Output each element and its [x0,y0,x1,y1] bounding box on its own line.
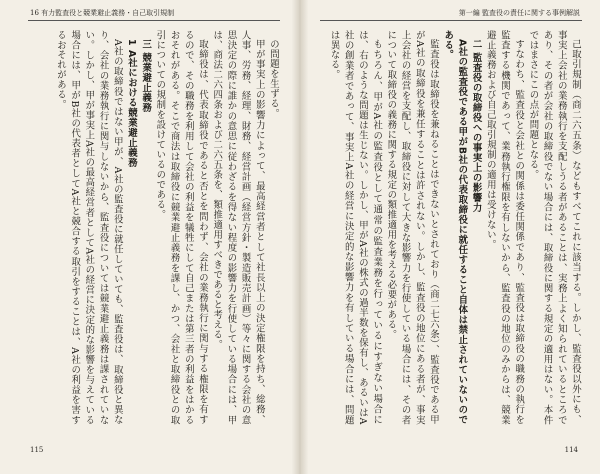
header-rule-right [320,20,582,21]
section-heading-right: 二 監査役の取締役への事実上の影響力 [470,39,482,214]
page-number-right: 114 [564,446,578,454]
section-heading-left: 三 競業避止義務 [140,39,152,114]
right-page [308,0,600,474]
sub-heading-left: 1 A社における競業避止義務 [125,39,137,169]
left-page [0,0,292,474]
left-paragraph: 甲が事実上の影響力によって、最高経営者として社長以上の決定権限を持ち、総務、人事、労務、経理、財務、経営計画（経営方針・製造販売計画）等々に関する会社の意思決定の際に誰かの意思に従わざるを得ない程度の影響力を行使している場合には、甲は、商法二六四条および二六五条を、類推適用すべきであると考える。 [211,30,265,425]
left-paragraph: A社の取締役ではない甲が、A社の監査役に就任していても、監査役は、取締役と異なり、会社の業務執行に関与しないから、監査役については競業避止義務は課されていない。しかし、甲が事実上A社の最高経営者としてA社の経営に決定的な影響を与えている場合には、甲がB社の代表者としてA社と競合する取引をすることは、A社の利益を害するおそれがある。 [54,30,123,425]
book-gutter [292,0,308,474]
right-paragraph: 監査役は取締役を兼ねることはできないとされており（商二七六条）、監査役である甲がA社の取締役を兼任することは許されない。しかし、監査役の地位にある者が、事実上会社の経営を支配し、取締役に対して大きな影響力を行使している場合には、その者について取締役の義務に関する規定の類推適用を考える必要がある。 [385,30,439,425]
right-paragraph: すなわち、監査役と会社との関係は委任関係であり、監査役は取締役の職務の執行を監査する機関であって、業務執行権限を有しないから、監査役の地位のみからは、競業避止義務および自己取引規制の適用は受けない。 [484,30,525,425]
left-paragraph: の問題を生ずる。 [268,39,279,120]
header-rule-left [28,20,280,21]
right-paragraph: 己取引規制（商二六五条）などもすべてこれに該当する。しかし、監査役以外にも、事実上会社の業務執行を支配しうる者があることは、実務上よく知られているところであり、その者が会社の取締役でない場合には、取締役に関する規定の適用はない。本件ではまさにこの点が問題となる。 [527,30,581,425]
running-head-left: 16 有力監査役と競業避止義務・自己取引規制 [30,9,175,17]
page-number-left: 115 [30,446,44,454]
right-page-body [320,30,582,425]
running-head-right: 第一編 監査役の責任に関する事例解説 [458,9,580,17]
sub-heading-right: A社の監査役である甲がB社の代表取締役に就任すること自体は禁止されていないのである。 [442,30,468,425]
left-paragraph: 取締役は、代表取締役であると否とを問わず、会社の業務執行に関与する権限を有するので、その職務を利用して会社の利益を犠牲にして自己または第三者の利益をはかるおそれがある。そこで商法は取締役に競業避止義務を課し、かつ、会社と取締役との取引についての規制を設けているのである。 [154,30,208,425]
left-page-body [28,30,280,425]
right-paragraph: もちろん、甲がA社の監査役として通常の監査業務を行っているにすぎない場合には、右のような問題は生じない。しかし、甲がA社の株式の過半数を保有し、あるいはA社の創業者であって、事実上A社の経営に決定的な影響力を有している場合には、問題は異なる。 [328,30,383,425]
